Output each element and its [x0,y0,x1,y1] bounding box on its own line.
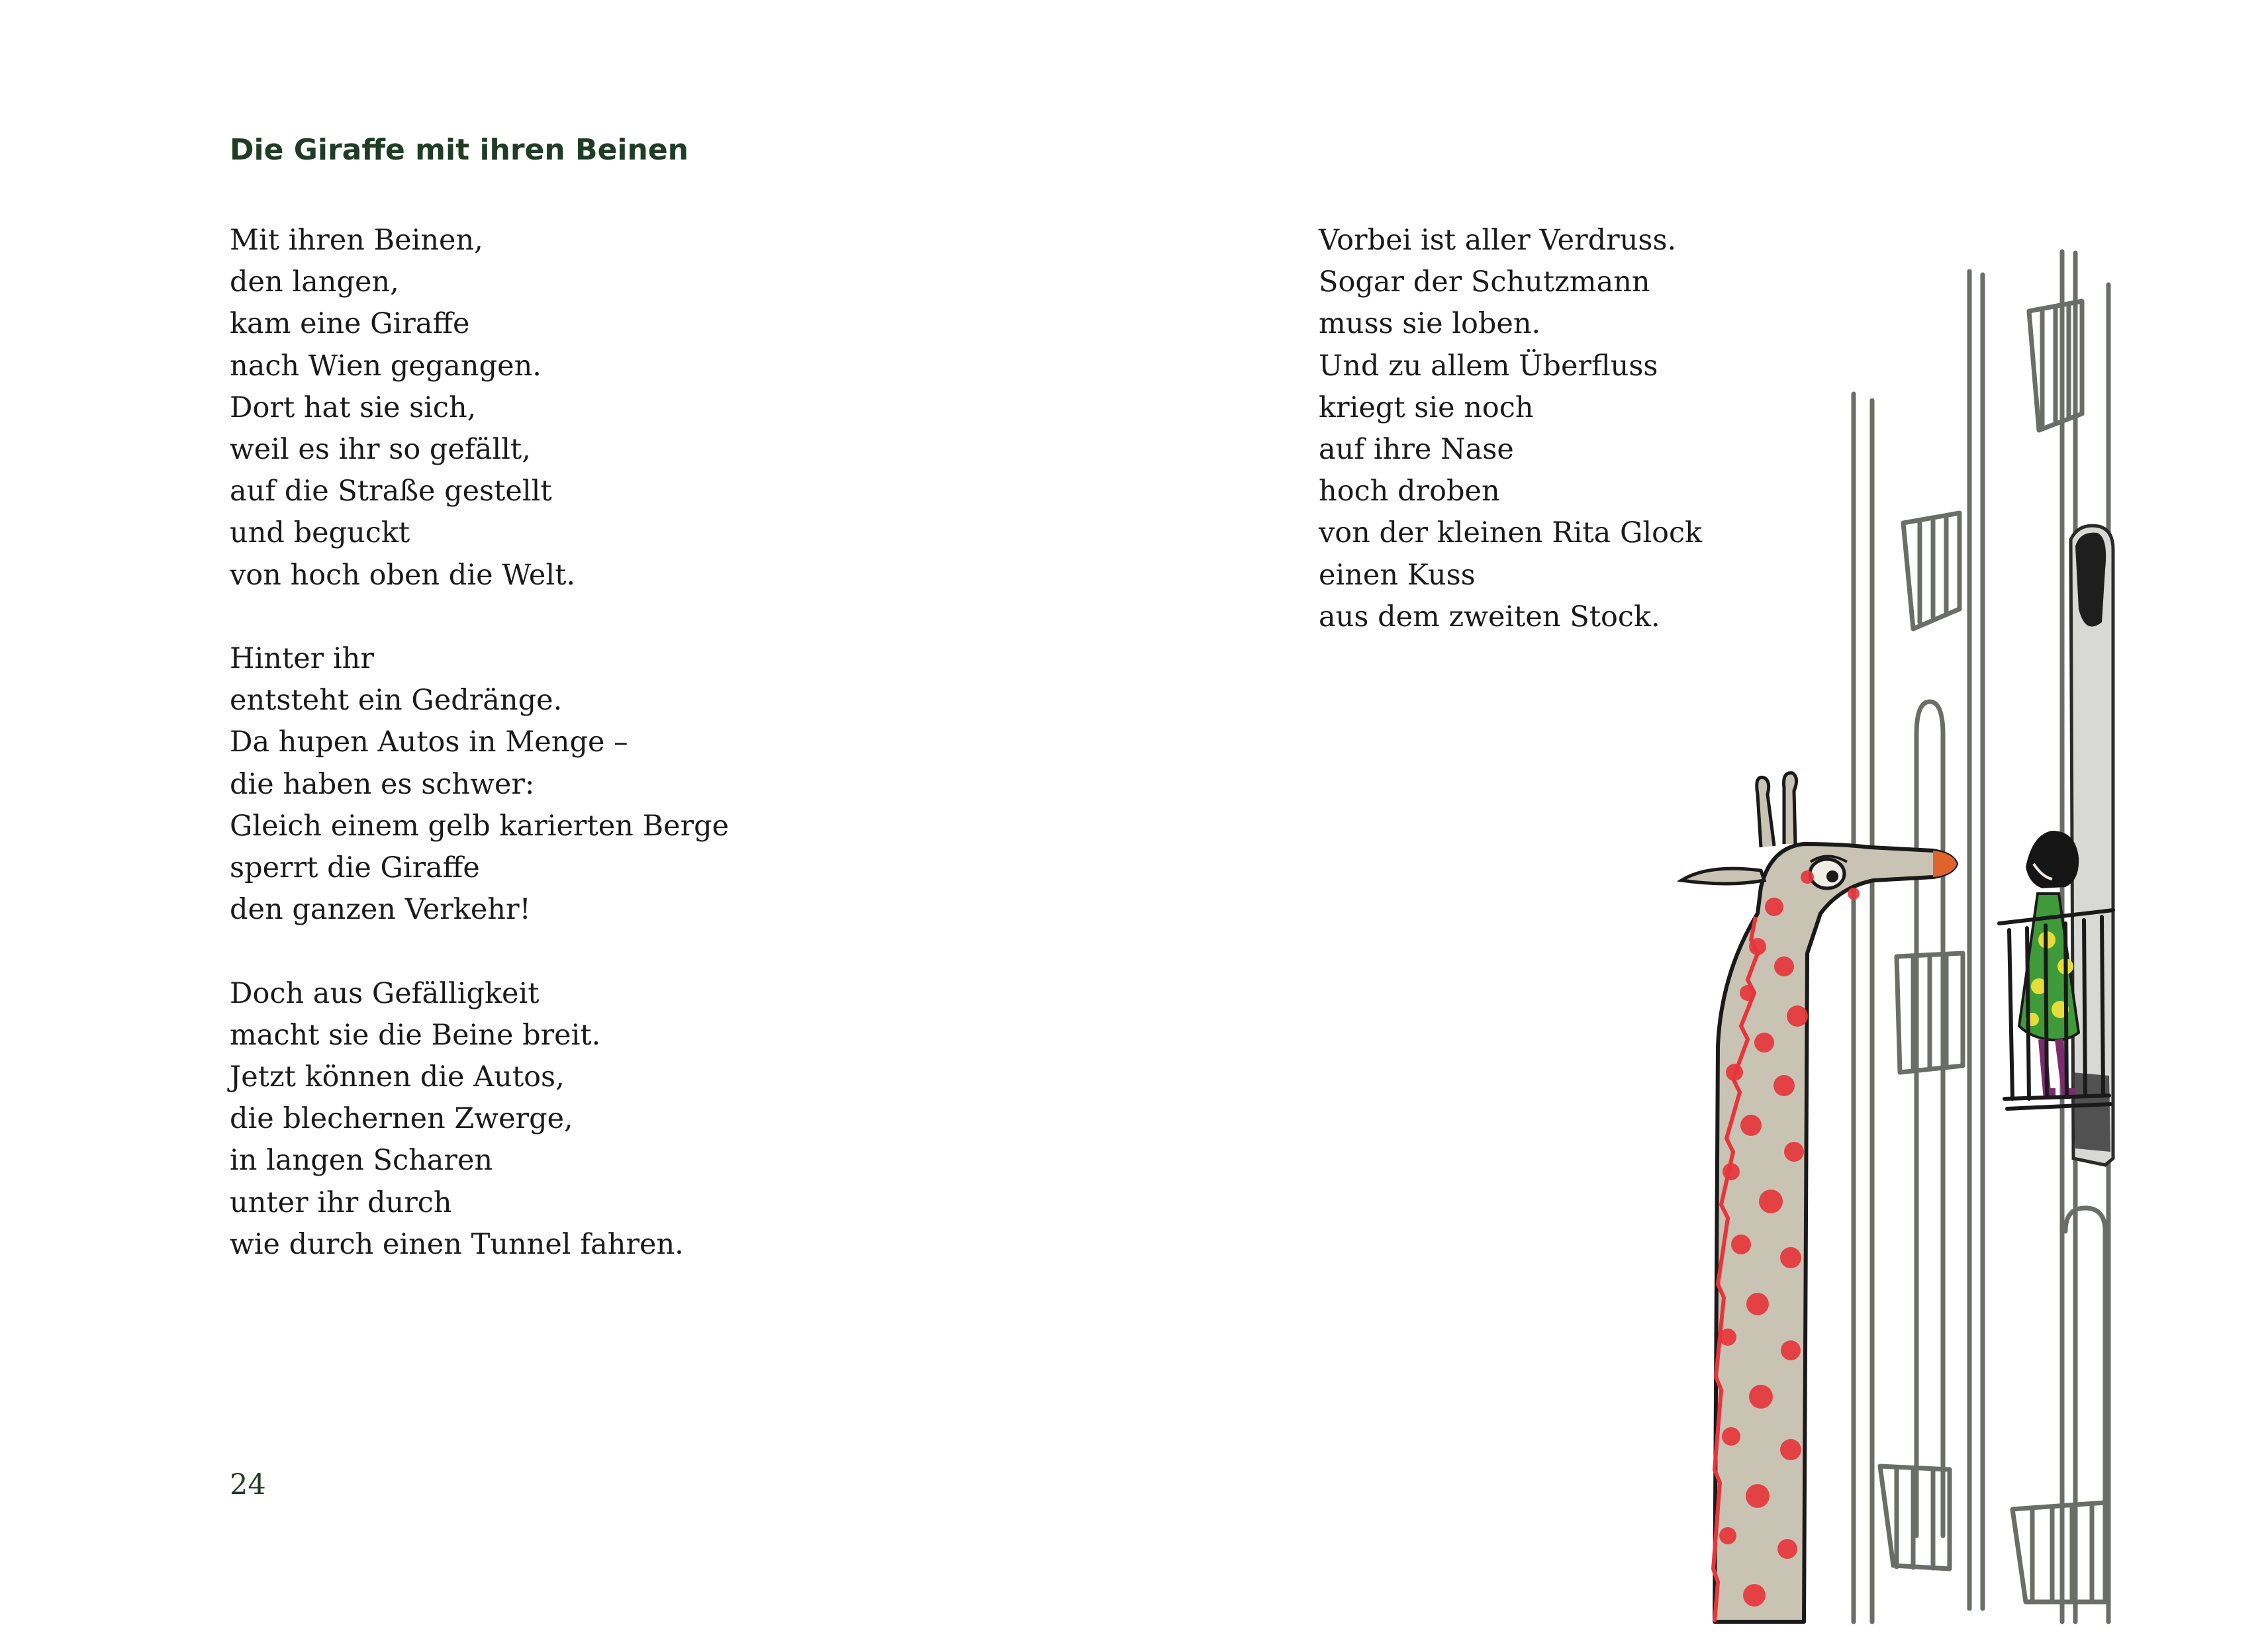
stanza [230,638,729,931]
poem-line: Mit ihren Beinen, [230,224,483,257]
building-facade [1854,252,2108,1622]
stanza [230,220,729,596]
poem-line: von hoch oben die Welt. [230,558,576,592]
poem-line: wie durch einen Tunnel fahren. [230,1227,684,1261]
poem-line: den langen, [230,265,399,299]
poem-line: Da hupen Autos in Menge – [230,725,628,759]
poem-line: macht sie die Beine breit. [230,1018,601,1052]
poem-line: auf ihre Nase [1319,433,1514,467]
page-number: 24 [230,1468,266,1501]
poem-line: Dort hat sie sich, [230,391,477,424]
poem-line: sperrt die Giraffe [230,851,480,885]
poem-line: auf die Straße gestellt [230,475,552,508]
poem-line: einen Kuss [1319,558,1476,592]
poem-line: unter ihr durch [230,1186,452,1219]
poem-title: Die Giraffe mit ihren Beinen [230,133,688,167]
poem-line: kam eine Giraffe [230,307,470,341]
poem-line: den ganzen Verkehr! [230,893,531,927]
poem-line: kriegt sie noch [1319,391,1534,424]
poem-left-column [230,220,729,1266]
poem-line: Hinter ihr [230,642,374,676]
poem-line: muss sie loben. [1319,307,1541,341]
poem-line: Doch aus Gefälligkeit [230,976,540,1010]
poem-line: hoch droben [1319,475,1500,508]
poem-line: die blechernen Zwerge, [230,1102,573,1136]
poem-line: und beguckt [230,516,410,550]
poem-line: aus dem zweiten Stock. [1319,600,1660,633]
doorway-shadow [2071,526,2113,1165]
poem-line: Vorbei ist aller Verdruss. [1319,224,1677,257]
poem-line: in langen Scharen [230,1144,493,1178]
poem-line: entsteht ein Gedränge. [230,684,563,718]
poem-line: die haben es schwer: [230,767,535,801]
giraffe-balcony-illustration [1642,212,2171,1635]
poem-line: Sogar der Schutzmann [1319,265,1650,299]
poem-line: Und zu allem Überfluss [1319,349,1658,383]
poem-line: nach Wien gegangen. [230,349,542,383]
stanza [230,973,729,1266]
poem-line: weil es ihr so gefällt, [230,433,531,467]
poem-line: Gleich einem gelb karierten Berge [230,809,730,843]
poem-line: Jetzt können die Autos, [230,1060,565,1094]
poem-line: von der kleinen Rita Glock [1319,516,1703,550]
